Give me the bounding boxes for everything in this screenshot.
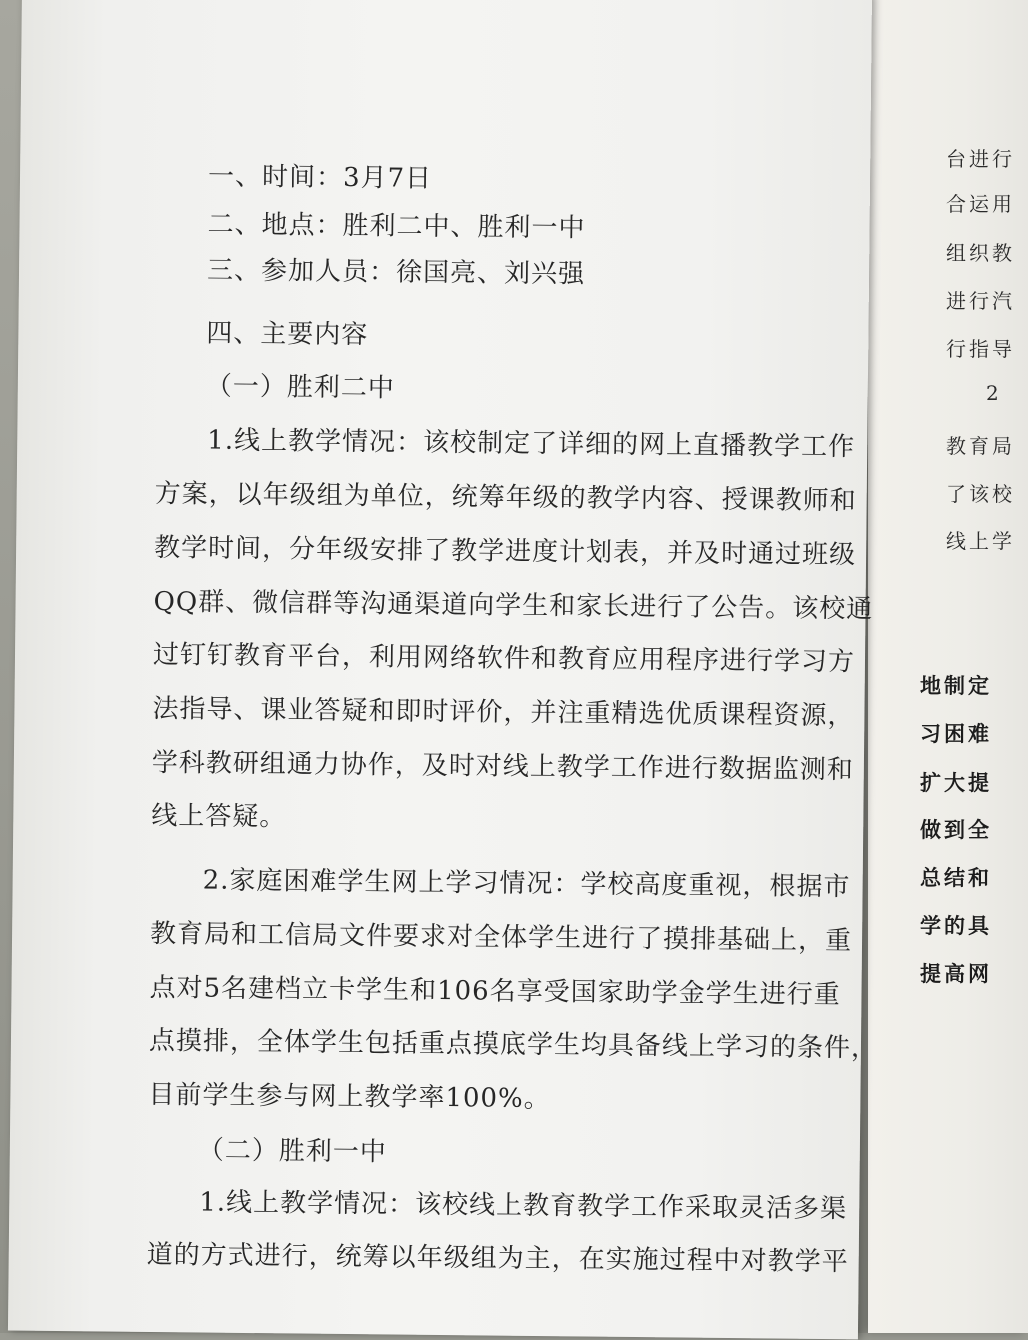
meeting-time: 一、时间：3月7日 [207, 161, 433, 194]
right-bold-line: 做到全 [920, 817, 992, 842]
paragraph-line: 学科教研组通力协作，及时对线上教学工作进行数据监测和 [151, 747, 855, 786]
right-line: 组织教 [946, 241, 1015, 265]
right-bold-line: 总结和 [920, 865, 992, 890]
paragraph-line: 线上答疑。 [151, 800, 287, 833]
meeting-participants: 三、参加人员：徐国亮、刘兴强 [206, 255, 586, 290]
right-bold-line: 扩大提 [920, 770, 992, 795]
right-line: 合运用 [946, 192, 1015, 216]
right-bold-line: 地制定 [920, 673, 992, 698]
paragraph-line: 法指导、课业答疑和即时评价，并注重精选优质课程资源， [152, 693, 855, 732]
section1-title: （一）胜利二中 [205, 371, 395, 404]
content-heading: 四、主要内容 [206, 318, 369, 351]
meeting-place: 二、地点：胜利二中、胜利一中 [207, 209, 586, 244]
right-line: 了该校 [946, 482, 1015, 506]
paragraph-line: 教学时间，分年级安排了教学进度计划表，并及时通过班级 [153, 532, 857, 571]
section2-title: （二）胜利一中 [197, 1135, 387, 1168]
paragraph-line: 点对5名建档立卡学生和106名享受国家助学金学生进行重 [149, 972, 841, 1011]
paragraph-line: 方案，以年级组为单位，统筹年级的教学内容、授课教师和 [154, 478, 857, 517]
main-page [8, 0, 879, 1339]
right-line: 进行汽 [946, 289, 1015, 313]
paragraph-line: QQ群、微信群等沟通渠道向学生和家长进行了公告。该校通 [153, 586, 874, 625]
paragraph-line: 1.线上教学情况：该校制定了详细的网上直播教学工作 [207, 425, 856, 463]
paragraph-line: 点摸排，全体学生包括重点摸底学生均具备线上学习的条件， [148, 1025, 879, 1064]
right-page [868, 0, 1028, 1333]
right-line: 行指导 [946, 337, 1015, 361]
right-bold-line: 习困难 [920, 721, 992, 746]
right-bold-line: 学的具 [920, 913, 992, 938]
paragraph-line: 过钉钉教育平台，利用网络软件和教育应用程序进行学习方 [152, 639, 856, 678]
paragraph-line: 教育局和工信局文件要求对全体学生进行了摸排基础上，重 [149, 918, 853, 957]
right-line: 教育局 [946, 434, 1015, 458]
document-body [8, 0, 879, 1339]
paragraph-line: 道的方式进行，统筹以年级组为主，在实施过程中对教学平 [146, 1239, 849, 1278]
right-line: 线上学 [946, 529, 1015, 553]
right-line: 台进行 [946, 147, 1015, 171]
right-line: 2 [986, 381, 1002, 405]
paragraph-line: 目前学生参与网上教学率100%。 [148, 1079, 551, 1115]
right-bold-line: 提高网 [920, 961, 992, 986]
paragraph-line: 2.家庭困难学生网上学习情况：学校高度重视，根据市 [202, 865, 851, 903]
paragraph-line: 1.线上教学情况：该校线上教育教学工作采取灵活多渠 [199, 1187, 848, 1225]
